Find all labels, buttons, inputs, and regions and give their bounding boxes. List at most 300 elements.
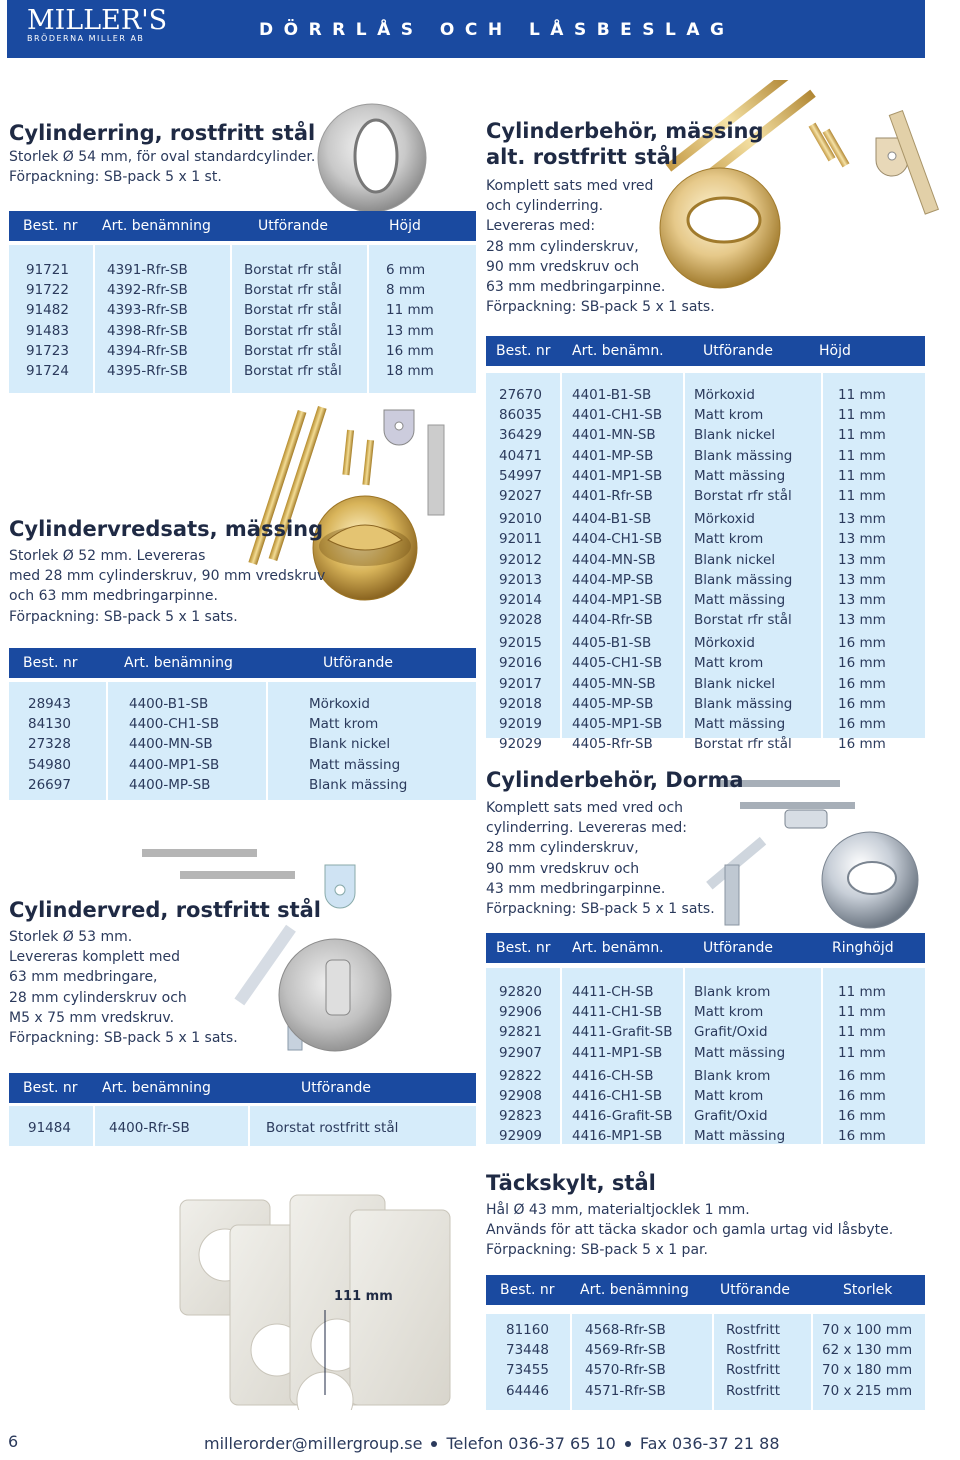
fax-number: Fax 036-37 21 88 [639, 1434, 780, 1453]
table-cell: 4411-CH1-SB [572, 1004, 663, 1021]
table-cell: Blank nickel [694, 675, 776, 692]
table-row [486, 425, 925, 445]
table-cell: 4400-MP1-SB [129, 756, 220, 773]
table-row [486, 486, 925, 506]
cover-plates-image [175, 1185, 475, 1410]
column-header: Storlek [843, 1282, 893, 1298]
table-cell: Mörkoxid [694, 635, 755, 652]
table-cell: 4401-Rfr-SB [572, 487, 653, 504]
column-header: Utförande [301, 1080, 371, 1096]
table-cell: Matt mässing [694, 591, 786, 608]
column-header: Utförande [323, 655, 393, 671]
dimension-label: 111 mm [334, 1289, 393, 1304]
section-description [486, 176, 764, 317]
table-cell: 62 x 130 mm [822, 1342, 913, 1359]
table-cell: 92908 [499, 1087, 542, 1104]
table-cell: 4404-MP1-SB [572, 591, 663, 608]
email-link[interactable]: millerorder@millergroup.se [204, 1434, 423, 1453]
description-line: Används för att täcka skador och gamla urtag vid låsbyte. [486, 1222, 894, 1239]
table-cell: 91482 [26, 302, 69, 319]
table-cell: 92028 [499, 612, 542, 629]
table-row [486, 633, 925, 653]
table-row [486, 550, 925, 570]
table-cell: 16 mm [838, 716, 886, 732]
table-cell: 13 mm [838, 591, 886, 608]
table-cell: 11 mm [838, 447, 886, 464]
table-cell: Borstat rfr stål [244, 262, 342, 278]
table-cell: 11 mm [838, 407, 886, 424]
table-cell: 4400-MP-SB [129, 776, 211, 793]
table-cell: 4405-MN-SB [572, 675, 656, 692]
table-cell: 18 mm [386, 362, 434, 379]
table-cell: 4404-MN-SB [572, 551, 656, 568]
packaging-value: SB-pack 5 x 1 sats. [576, 901, 715, 918]
table-cell: 92821 [499, 1024, 542, 1041]
table-cell: 13 mm [386, 322, 434, 339]
description-line: M5 x 75 mm vredskruv. [9, 1009, 175, 1026]
table-cell: 16 mm [838, 1108, 886, 1125]
table-cell: 92027 [499, 487, 542, 504]
table-header [486, 1275, 925, 1305]
table-cell: 64446 [506, 1382, 549, 1399]
column-header: Art. benämn. [572, 343, 664, 359]
table-cell: 11 mm [838, 427, 886, 444]
table-cell: 4405-B1-SB [572, 635, 652, 652]
section-description [9, 546, 325, 627]
table-cell: Borstat rfr stål [694, 612, 792, 629]
description-line: 28 mm cylinderskruv och [9, 989, 187, 1006]
table-cell: Blank mässing [309, 776, 408, 793]
table-cell: Blank nickel [694, 427, 776, 444]
table-cell: Matt krom [694, 1087, 764, 1104]
logo-text: MILLER'S [27, 5, 168, 36]
table-row [486, 1126, 925, 1146]
table-row [486, 1043, 925, 1063]
table-cell: 26697 [28, 776, 71, 793]
table-row [486, 1022, 925, 1042]
table-row [9, 694, 476, 714]
table-cell: 4568-Rfr-SB [585, 1322, 666, 1338]
table-cell: 92823 [499, 1108, 542, 1125]
table-cell: 4416-MP1-SB [572, 1128, 663, 1145]
section-cylinderbehor-dorma [486, 767, 744, 919]
product-table [9, 682, 476, 800]
table-cell: Borstat rfr stål [244, 302, 342, 319]
table-cell: Matt mässing [694, 716, 786, 732]
table-cell: 40471 [499, 447, 542, 464]
page-category-title: DÖRRLÅS OCH LÅSBESLAG [259, 20, 735, 40]
table-cell: 4404-Rfr-SB [572, 612, 653, 629]
table-cell: 11 mm [838, 1024, 886, 1041]
table-cell: 13 mm [838, 511, 886, 528]
table-row [486, 570, 925, 590]
table-cell: 36429 [499, 427, 542, 444]
table-row [9, 755, 476, 775]
packaging-value: SB-pack 5 x 1 sats. [99, 608, 238, 625]
table-cell: Borstat rfr stål [244, 342, 342, 359]
logo-subtext: BRÖDERNA MILLER AB [27, 34, 145, 43]
description-line: cylinderring. Levereras med: [486, 820, 688, 837]
table-cell: 13 mm [838, 612, 886, 629]
table-cell: Borstat rfr stål [694, 487, 792, 504]
table-cell: 4401-CH1-SB [572, 407, 663, 424]
table-cell: Blank nickel [309, 736, 391, 753]
description-line: 90 mm vredskruv och [486, 860, 640, 877]
column-header: Best. nr [496, 343, 551, 359]
table-cell: 16 mm [838, 736, 886, 753]
table-cell: 4411-MP1-SB [572, 1044, 663, 1061]
table-row [486, 694, 925, 714]
table-cell: 92014 [499, 591, 542, 608]
table-row [486, 405, 925, 425]
table-cell: 4391-Rfr-SB [107, 262, 188, 278]
column-header: Best. nr [496, 940, 551, 956]
table-cell: Mörkoxid [694, 387, 755, 403]
description-line: 90 mm vredskruv och [486, 258, 640, 275]
table-cell: Grafit/Oxid [694, 1024, 768, 1041]
packaging-label: Förpackning: [486, 299, 577, 316]
column-header: Höjd [819, 343, 851, 359]
product-table [486, 373, 925, 753]
table-cell: Borstat rfr stål [244, 322, 342, 339]
table-cell: Mörkoxid [309, 696, 370, 712]
table-row [486, 1002, 925, 1022]
table-cell: 16 mm [838, 1067, 886, 1084]
table-cell: 73448 [506, 1342, 549, 1359]
table-cell: Matt krom [694, 1004, 764, 1021]
column-header: Art. benämning [580, 1282, 689, 1298]
table-cell: 4570-Rfr-SB [585, 1362, 666, 1379]
table-row [9, 734, 476, 754]
table-row [486, 734, 925, 754]
column-header: Höjd [389, 218, 421, 234]
table-cell: 91484 [28, 1120, 71, 1136]
section-cylinderring [9, 120, 315, 187]
table-cell: 4401-B1-SB [572, 387, 652, 403]
table-cell: 4569-Rfr-SB [585, 1342, 666, 1359]
table-cell: Rostfritt [726, 1362, 780, 1379]
column-header: Best. nr [23, 655, 78, 671]
table-cell: Matt mässing [694, 467, 786, 484]
description-line: med 28 mm cylinderskruv, 90 mm vredskruv [9, 568, 326, 585]
table-cell: 4401-MP1-SB [572, 467, 663, 484]
table-cell: Matt krom [694, 531, 764, 548]
table-cell: 16 mm [838, 1128, 886, 1145]
table-cell: 4416-Grafit-SB [572, 1108, 673, 1125]
table-cell: Blank nickel [694, 551, 776, 568]
column-header: Utförande [720, 1282, 790, 1298]
table-row [486, 466, 925, 486]
table-cell: 70 x 215 mm [822, 1382, 913, 1399]
table-row [9, 714, 476, 734]
table-row [486, 446, 925, 466]
table-header [486, 933, 925, 963]
table-cell: 4400-Rfr-SB [109, 1120, 190, 1136]
page-header [7, 0, 925, 58]
table-cell: 16 mm [838, 635, 886, 652]
separator-dot [431, 1441, 437, 1447]
table-cell: 4405-MP1-SB [572, 716, 663, 732]
table-cell: 54980 [28, 756, 71, 773]
table-cell: Grafit/Oxid [694, 1108, 768, 1125]
table-row [9, 300, 476, 320]
table-cell: 92820 [499, 984, 542, 1000]
table-row [9, 280, 476, 300]
section-description [9, 927, 321, 1048]
table-cell: 13 mm [838, 531, 886, 548]
table-row [9, 341, 476, 361]
table-cell: 92909 [499, 1128, 542, 1145]
page-number: 6 [8, 1432, 19, 1451]
packaging-label: Förpackning: [486, 1242, 577, 1259]
table-cell: 11 mm [838, 487, 886, 504]
description-line: Levereras med: [486, 218, 596, 235]
table-cell: 4392-Rfr-SB [107, 282, 188, 299]
column-header: Art. benämning [124, 655, 233, 671]
cylinder-ring-image [310, 96, 430, 216]
table-cell: Blank krom [694, 984, 771, 1000]
section-title: Täckskylt, stål [486, 1171, 656, 1195]
table-cell: Rostfritt [726, 1382, 780, 1399]
section-title: Cylinderring, rostfritt stål [9, 121, 316, 145]
section-title: Cylindervred, rostfritt stål [9, 898, 321, 922]
table-cell: 92019 [499, 716, 542, 732]
table-row [486, 1381, 925, 1401]
table-row [9, 260, 476, 280]
separator-dot [625, 1441, 631, 1447]
description-line: Komplett sats med vred [486, 178, 654, 194]
table-cell: 13 mm [838, 571, 886, 588]
description-line: 28 mm cylinderskruv, [486, 238, 639, 255]
table-cell: 91721 [26, 262, 69, 278]
table-cell: Matt mässing [694, 1044, 786, 1061]
packaging-label: Förpackning: [9, 169, 100, 186]
product-table [486, 968, 925, 1144]
table-cell: 92016 [499, 655, 542, 672]
table-row [486, 1320, 925, 1340]
description-line: Storlek Ø 53 mm. [9, 929, 133, 945]
table-cell: 70 x 100 mm [822, 1322, 913, 1338]
table-cell: 92012 [499, 551, 542, 568]
table-header [9, 211, 476, 241]
table-cell: 4394-Rfr-SB [107, 342, 188, 359]
table-cell: Rostfritt [726, 1342, 780, 1359]
table-cell: Borstat rfr stål [244, 362, 342, 379]
description-line: Levereras komplett med [9, 949, 180, 966]
packaging-label: Förpackning: [9, 1030, 100, 1047]
table-cell: 11 mm [838, 387, 886, 403]
section-cylindervredsats [9, 516, 325, 627]
section-cylindervred [9, 897, 321, 1048]
table-cell: Matt mässing [309, 756, 401, 773]
table-row [9, 361, 476, 381]
table-cell: 4416-CH-SB [572, 1067, 654, 1084]
section-title: Cylinderbehör, mässing [486, 119, 764, 143]
section-title: alt. rostfritt stål [486, 145, 679, 169]
table-row [486, 674, 925, 694]
table-cell: Matt krom [694, 655, 764, 672]
packaging-value: SB-pack 5 x 1 sats. [576, 299, 715, 316]
table-cell: 11 mm [838, 984, 886, 1000]
description-line: 63 mm medbringarpinne. [486, 279, 666, 296]
description-line: Storlek Ø 52 mm. Levereras [9, 548, 206, 564]
product-table [9, 1106, 476, 1146]
table-cell: 4411-Grafit-SB [572, 1024, 673, 1041]
table-cell: 11 mm [838, 1044, 886, 1061]
phone-number: Telefon 036-37 65 10 [446, 1434, 616, 1453]
table-cell: Borstat rostfritt stål [266, 1120, 399, 1136]
section-description [486, 1200, 893, 1261]
table-cell: 4400-B1-SB [129, 696, 209, 712]
table-cell: 54997 [499, 467, 542, 484]
table-cell: 4404-CH1-SB [572, 531, 663, 548]
table-cell: 92015 [499, 635, 542, 652]
table-cell: Rostfritt [726, 1322, 780, 1338]
packaging-label: Förpackning: [486, 901, 577, 918]
table-cell: 91483 [26, 322, 69, 339]
table-cell: 92013 [499, 571, 542, 588]
section-description [9, 147, 315, 187]
table-cell: 70 x 180 mm [822, 1362, 913, 1379]
table-cell: 11 mm [838, 1004, 886, 1021]
section-title: Cylindervredsats, mässing [9, 517, 324, 541]
contact-info [204, 1434, 780, 1453]
table-cell: Borstat rfr stål [694, 736, 792, 753]
table-cell: 4571-Rfr-SB [585, 1382, 666, 1399]
description-line: Hål Ø 43 mm, materialtjocklek 1 mm. [486, 1202, 750, 1218]
section-description [486, 798, 744, 919]
table-row [486, 982, 925, 1002]
table-row [486, 653, 925, 673]
table-cell: Matt krom [694, 407, 764, 424]
table-cell: 4404-B1-SB [572, 511, 652, 528]
table-header [486, 336, 925, 366]
table-cell: 4393-Rfr-SB [107, 302, 188, 319]
table-cell: Blank krom [694, 1067, 771, 1084]
table-cell: 92822 [499, 1067, 542, 1084]
table-row [486, 509, 925, 529]
table-row [9, 321, 476, 341]
table-cell: 27328 [28, 736, 71, 753]
section-tackskylt [486, 1170, 893, 1261]
table-cell: 11 mm [838, 467, 886, 484]
column-header: Utförande [258, 218, 328, 234]
table-cell: 92017 [499, 675, 542, 692]
table-header [9, 648, 476, 678]
table-cell: 81160 [506, 1322, 549, 1338]
table-cell: Matt krom [309, 716, 379, 733]
table-cell: 8 mm [386, 282, 426, 299]
packaging-value: SB-pack 5 x 1 par. [576, 1242, 708, 1259]
table-cell: 4405-CH1-SB [572, 655, 663, 672]
table-cell: 86035 [499, 407, 542, 424]
table-cell: 4395-Rfr-SB [107, 362, 188, 379]
table-cell: 4398-Rfr-SB [107, 322, 188, 339]
description-line: och 63 mm medbringarpinne. [9, 588, 218, 605]
table-cell: 16 mm [838, 675, 886, 692]
description-line: 63 mm medbringare, [9, 969, 158, 986]
table-row [9, 1118, 476, 1138]
table-cell: 4400-MN-SB [129, 736, 213, 753]
table-cell: Matt mässing [694, 1128, 786, 1145]
description-line: 43 mm medbringarpinne. [486, 880, 666, 897]
table-row [486, 529, 925, 549]
table-header [9, 1073, 476, 1103]
table-row [486, 1360, 925, 1380]
column-header: Ringhöjd [832, 940, 894, 956]
table-cell: 4405-MP-SB [572, 695, 654, 712]
table-cell: 4405-Rfr-SB [572, 736, 653, 753]
table-cell: 91723 [26, 342, 69, 359]
column-header: Art. benämning [102, 1080, 211, 1096]
table-row [486, 1106, 925, 1126]
table-cell: 84130 [28, 716, 71, 733]
table-row [486, 610, 925, 630]
table-cell: 4400-CH1-SB [129, 716, 220, 733]
column-header: Best. nr [23, 1080, 78, 1096]
column-header: Art. benämning [102, 218, 211, 234]
table-cell: 92906 [499, 1004, 542, 1021]
column-header: Utförande [703, 940, 773, 956]
table-cell: 16 mm [838, 655, 886, 672]
column-header: Utförande [703, 343, 773, 359]
description-line: 28 mm cylinderskruv, [486, 840, 639, 857]
table-cell: Blank mässing [694, 571, 793, 588]
table-cell: 4411-CH-SB [572, 984, 654, 1000]
table-cell: 16 mm [838, 1087, 886, 1104]
table-row [486, 1086, 925, 1106]
table-cell: 4401-MN-SB [572, 427, 656, 444]
packaging-value: SB-pack 5 x 1 st. [99, 169, 222, 186]
table-row [486, 385, 925, 405]
table-cell: 16 mm [386, 342, 434, 359]
table-cell: 92029 [499, 736, 542, 753]
table-cell: Mörkoxid [694, 511, 755, 528]
section-title: Cylinderbehör, Dorma [486, 768, 744, 792]
section-cylinderbehor-massing [486, 118, 764, 317]
table-cell: 92010 [499, 511, 542, 528]
description-line: Komplett sats med vred och [486, 800, 684, 816]
table-row [486, 714, 925, 734]
packaging-label: Förpackning: [9, 608, 100, 625]
column-header: Art. benämn. [572, 940, 664, 956]
table-cell: 4404-MP-SB [572, 571, 654, 588]
table-cell: 13 mm [838, 551, 886, 568]
table-cell: 28943 [28, 696, 71, 712]
table-cell: 92907 [499, 1044, 542, 1061]
table-cell: 11 mm [386, 302, 434, 319]
description-line: Storlek Ø 54 mm, för oval standardcylinder. [9, 149, 316, 165]
table-cell: 4416-CH1-SB [572, 1087, 663, 1104]
packaging-value: SB-pack 5 x 1 sats. [99, 1030, 238, 1047]
table-cell: Blank mässing [694, 447, 793, 464]
description-line: och cylinderring. [486, 198, 604, 215]
table-cell: 4401-MP-SB [572, 447, 654, 464]
table-row [486, 1340, 925, 1360]
table-cell: 91724 [26, 362, 69, 379]
table-cell: 27670 [499, 387, 542, 403]
table-cell: 92011 [499, 531, 542, 548]
table-row [486, 1066, 925, 1086]
table-row [486, 590, 925, 610]
table-cell: 92018 [499, 695, 542, 712]
table-cell: 91722 [26, 282, 69, 299]
table-cell: 16 mm [838, 695, 886, 712]
table-cell: 73455 [506, 1362, 549, 1379]
column-header: Best. nr [23, 218, 78, 234]
product-table [486, 1314, 925, 1410]
table-cell: 6 mm [386, 262, 426, 278]
